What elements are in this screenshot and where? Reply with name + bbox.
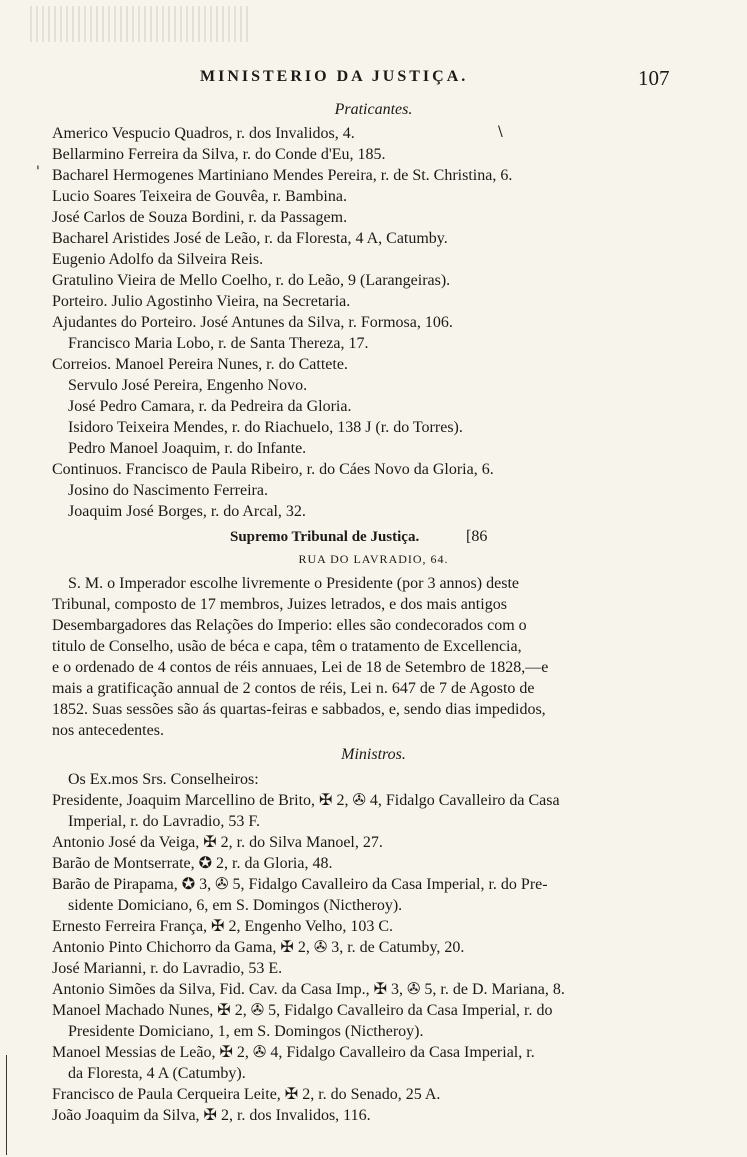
paragraph-line: Desembargadores das Relações do Imperio: elles são condecorados com o — [52, 617, 527, 634]
section-heading-praticantes: Praticantes. — [334, 101, 413, 118]
page-number: 107 — [638, 66, 670, 90]
margin-tick-icon: ' — [36, 164, 40, 180]
text-line: Manoel Messias de Leão, ✠ 2, ✇ 4, Fidalgo Cavalleiro da Casa Imperial, r. — [52, 1044, 535, 1061]
text-line: Gratulino Vieira de Mello Coelho, r. do Leão, 9 (Larangeiras). — [52, 272, 451, 289]
text-line: Joaquim José Borges, r. do Arcal, 32. — [68, 503, 306, 520]
text-line: Antonio José da Veiga, ✠ 2, r. do Silva Manoel, 27. — [52, 834, 383, 851]
text-line: Americo Vespucio Quadros, r. dos Invalidos, 4. — [52, 125, 355, 142]
court-ref: [86 — [466, 528, 488, 545]
text-line: Os Ex.mos Srs. Conselheiros: — [68, 771, 259, 788]
text-line: Ajudantes do Porteiro. José Antunes da Silva, r. Formosa, 106. — [52, 314, 453, 331]
paragraph-line: 1852. Suas sessões são ás quartas-feiras e sabbados, e, sendo dias impedidos, — [52, 701, 546, 718]
text-line: José Marianni, r. do Lavradio, 53 E. — [52, 960, 283, 977]
text-line: João Joaquim da Silva, ✠ 2, r. dos Invalidos, 116. — [52, 1107, 371, 1124]
paragraph-line: nos antecedentes. — [52, 722, 164, 739]
text-line: Eugenio Adolfo da Silveira Reis. — [52, 251, 264, 268]
binding-edge-line — [6, 1055, 7, 1155]
paragraph-line: Tribunal, composto de 17 membros, Juizes letrados, e dos mais antigos — [52, 596, 507, 613]
section-heading-ministros: Ministros. — [341, 746, 406, 763]
pencil-mark-icon: \ — [498, 124, 503, 140]
text-line: José Pedro Camara, r. da Pedreira da Gloria. — [68, 398, 352, 415]
bleed-through-marks — [30, 6, 250, 42]
text-line: Antonio Simões da Silva, Fid. Cav. da Casa Imp., ✠ 3, ✇ 5, r. de D. Mariana, 8. — [52, 981, 565, 998]
paragraph-line: titulo de Conselho, usão de béca e capa, têm o tratamento de Excellencia, — [52, 638, 522, 655]
text-line: Antonio Pinto Chichorro da Gama, ✠ 2, ✇ 3, r. de Catumby, 20. — [52, 939, 465, 956]
text-line: José Carlos de Souza Bordini, r. da Passagem. — [52, 209, 348, 226]
text-line: Servulo José Pereira, Engenho Novo. — [68, 377, 308, 394]
text-line: Continuos. Francisco de Paula Ribeiro, r. do Cáes Novo da Gloria, 6. — [52, 461, 494, 478]
text-line: Manoel Machado Nunes, ✠ 2, ✇ 5, Fidalgo Cavalleiro da Casa Imperial, r. do — [52, 1002, 553, 1019]
header-title: MINISTERIO DA JUSTIÇA. — [200, 68, 469, 85]
court-address: RUA DO LAVRADIO, 64. — [298, 552, 449, 566]
text-line: Lucio Soares Teixeira de Gouvêa, r. Bambina. — [52, 188, 347, 205]
text-line: Francisco de Paula Cerqueira Leite, ✠ 2, r. do Senado, 25 A. — [52, 1086, 441, 1103]
text-line: sidente Domiciano, 6, em S. Domingos (Nictheroy). — [68, 897, 403, 914]
text-line: Porteiro. Julio Agostinho Vieira, na Secretaria. — [52, 293, 351, 310]
text-line: Barão de Pirapama, ✪ 3, ✇ 5, Fidalgo Cavalleiro da Casa Imperial, r. do Pre- — [52, 876, 548, 893]
text-line: Pedro Manoel Joaquim, r. do Infante. — [68, 440, 307, 457]
text-line: Bellarmino Ferreira da Silva, r. do Conde d'Eu, 185. — [52, 146, 386, 163]
text-line: Presidente, Joaquim Marcellino de Brito, ✠ 2, ✇ 4, Fidalgo Cavalleiro da Casa — [52, 792, 560, 809]
paragraph-line: S. M. o Imperador escolhe livremente o Presidente (por 3 annos) deste — [68, 575, 519, 592]
text-line: Imperial, r. do Lavradio, 53 F. — [68, 813, 261, 830]
text-line: Bacharel Hermogenes Martiniano Mendes Pereira, r. de St. Christina, 6. — [52, 167, 513, 184]
paragraph-line: e o ordenado de 4 contos de réis annuaes, Lei de 18 de Setembro de 1828,—e — [52, 659, 549, 676]
text-line: Correios. Manoel Pereira Nunes, r. do Cattete. — [52, 356, 348, 373]
text-line: Barão de Montserrate, ✪ 2, r. da Gloria, 48. — [52, 855, 333, 872]
text-line: Presidente Domiciano, 1, em S. Domingos (Nictheroy). — [68, 1023, 424, 1040]
text-line: Francisco Maria Lobo, r. de Santa Thereza, 17. — [68, 335, 369, 352]
text-line: Bacharel Aristides José de Leão, r. da Floresta, 4 A, Catumby. — [52, 230, 448, 247]
text-line: da Floresta, 4 A (Catumby). — [68, 1065, 246, 1082]
paragraph-line: mais a gratificação annual de 2 contos de réis, Lei n. 647 de 7 de Agosto de — [52, 680, 535, 697]
text-line: Josino do Nascimento Ferreira. — [68, 482, 268, 499]
court-title: Supremo Tribunal de Justiça. — [230, 529, 420, 545]
running-header — [0, 68, 747, 94]
text-line: Isidoro Teixeira Mendes, r. do Riachuelo, 138 J (r. do Torres). — [68, 419, 463, 436]
text-line: Ernesto Ferreira França, ✠ 2, Engenho Velho, 103 C. — [52, 918, 394, 935]
